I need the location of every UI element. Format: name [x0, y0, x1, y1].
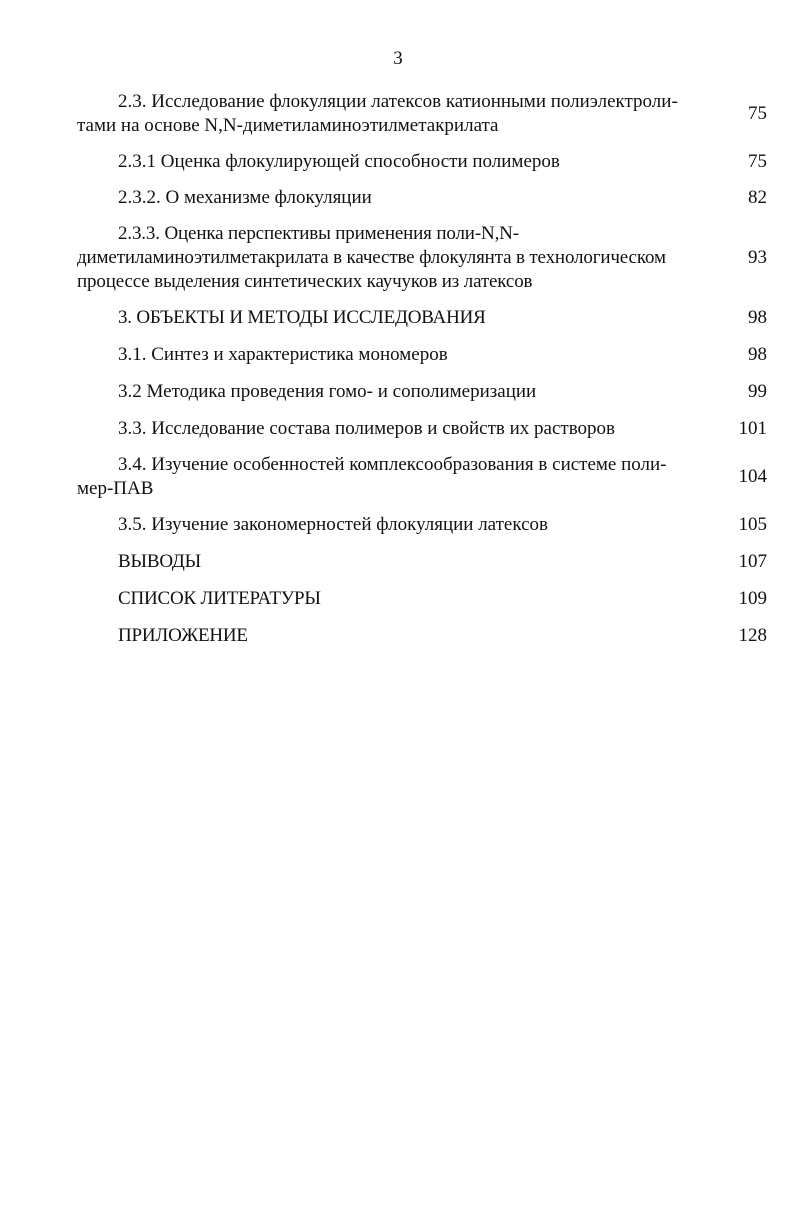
toc-entry: [77, 150, 767, 174]
toc-entry-title: 2.3.2. О механизме флокуляции: [118, 187, 372, 208]
toc-entry-page: 107: [738, 551, 767, 572]
toc-entry-title: СПИСОК ЛИТЕРАТУРЫ: [118, 588, 321, 609]
toc-entry: [77, 624, 767, 648]
toc-entry: [77, 513, 767, 537]
toc-entry-title: 2.3. Исследование флокуляции латексов катионными полиэлектроли-тами на основе N,N-диметиламиноэтилметакрилата: [77, 91, 678, 136]
toc-entry-page: 104: [738, 466, 767, 487]
toc-entry-title: 3.3. Исследование состава полимеров и свойств их растворов: [118, 418, 616, 439]
toc-entry-page: 75: [748, 151, 767, 172]
toc-entry-title: ПРИЛОЖЕНИЕ: [118, 625, 248, 646]
toc-entry: [77, 380, 767, 404]
table-of-contents: [77, 90, 767, 648]
toc-entry-title: 2.3.3. Оценка перспективы применения поли-N,N-диметиламиноэтилметакрилата в качестве флокулянта в технологическом процессе выделения синтетических каучуков из латексов: [77, 223, 666, 292]
toc-entry: [77, 587, 767, 611]
toc-entry: [77, 453, 767, 501]
toc-entry-page: 101: [738, 418, 767, 439]
toc-entry-title: 3.1. Синтез и характеристика мономеров: [118, 344, 448, 365]
toc-entry-title: ВЫВОДЫ: [118, 551, 202, 572]
toc-entry: [77, 550, 767, 574]
toc-entry: [77, 417, 767, 441]
toc-entry: [77, 343, 767, 367]
toc-entry: [77, 186, 767, 210]
toc-entry-title: 2.3.1 Оценка флокулирующей способности полимеров: [118, 151, 560, 172]
toc-entry: [77, 90, 767, 138]
toc-entry-page: 75: [748, 103, 767, 124]
toc-entry: [77, 306, 767, 330]
toc-entry-page: 128: [738, 625, 767, 646]
toc-entry-page: 105: [738, 514, 767, 535]
toc-entry-page: 109: [738, 588, 767, 609]
toc-entry-page: 82: [748, 187, 767, 208]
toc-entry-title: 3.4. Изучение особенностей комплексообразования в системе поли-мер-ПАВ: [77, 454, 667, 499]
toc-entry-page: 98: [748, 307, 767, 328]
toc-entry-page: 99: [748, 381, 767, 402]
toc-entry-title: 3.5. Изучение закономерностей флокуляции латексов: [118, 514, 549, 535]
toc-entry-title: 3.2 Методика проведения гомо- и сополимеризации: [118, 381, 537, 402]
toc-entry-title: 3. ОБЪЕКТЫ И МЕТОДЫ ИССЛЕДОВАНИЯ: [118, 307, 486, 328]
toc-entry: [77, 222, 767, 294]
toc-entry-page: 93: [748, 247, 767, 268]
toc-entry-page: 98: [748, 344, 767, 365]
page-number: 3: [393, 48, 403, 69]
